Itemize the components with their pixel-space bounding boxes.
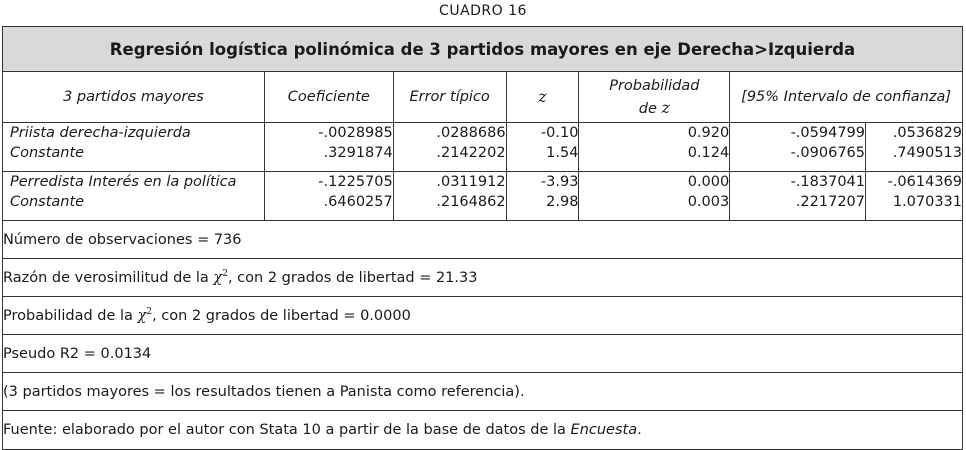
note-pseudo-r2: Pseudo R2 = 0.0134 — [3, 335, 963, 373]
value: -.1837041 — [790, 174, 865, 190]
note-source-prefix: Fuente: elaborado por el autor con Stata 10 a partir de la base de datos de la — [3, 422, 571, 438]
cell-ci-high — [866, 123, 963, 172]
cell-coefficient — [264, 123, 393, 172]
note-probability-row — [3, 297, 963, 335]
value: .7490513 — [892, 145, 962, 161]
row-label: Constante — [10, 194, 85, 210]
header-z-symbol: z — [538, 86, 547, 106]
header-confidence-interval: [95% Intervalo de confianza] — [730, 72, 963, 123]
header-z — [506, 72, 579, 123]
note-reference-row — [3, 373, 963, 411]
value: 0.000 — [687, 174, 730, 190]
value: 1.070331 — [892, 194, 962, 210]
row-labels — [3, 172, 265, 221]
chi-square-symbol — [213, 270, 228, 286]
value: -3.93 — [540, 174, 579, 190]
value: -.0614369 — [887, 174, 962, 190]
table-header-row — [3, 72, 963, 123]
cell-std-error — [393, 172, 506, 221]
cell-ci-high — [866, 172, 963, 221]
header-probability-de: de — [638, 100, 657, 117]
chi-letter: χ — [213, 269, 223, 286]
note-source-row — [3, 411, 963, 450]
value: -0.10 — [540, 125, 579, 141]
value: -.0906765 — [790, 145, 865, 161]
value: 2.98 — [546, 194, 579, 210]
note-source-italic: Encuesta — [570, 422, 638, 438]
value: .3291874 — [323, 145, 393, 161]
value: .2164862 — [436, 194, 506, 210]
cell-coefficient — [264, 172, 393, 221]
cell-std-error — [393, 123, 506, 172]
note-source — [3, 411, 963, 450]
value: .0536829 — [892, 125, 962, 141]
chi-letter: χ — [137, 307, 147, 324]
note-likelihood-ratio — [3, 259, 963, 297]
cell-ci-low — [730, 123, 866, 172]
note-pseudo-row — [3, 335, 963, 373]
header-probability-line2 — [579, 97, 729, 120]
value: -.0594799 — [790, 125, 865, 141]
value: 1.54 — [546, 145, 579, 161]
value: 0.124 — [687, 145, 730, 161]
table-row-priista — [3, 123, 963, 172]
note-lr-suffix: , con 2 grados de libertad = 21.33 — [227, 269, 478, 286]
value: .2142202 — [436, 145, 506, 161]
note-source-suffix: . — [637, 422, 642, 438]
chi-exponent: 2 — [222, 269, 228, 280]
row-labels — [3, 123, 265, 172]
value: .0311912 — [436, 174, 506, 190]
header-group: 3 partidos mayores — [3, 72, 265, 123]
note-chi-probability — [3, 297, 963, 335]
chi-exponent: 2 — [146, 307, 153, 318]
note-observations-row — [3, 221, 963, 259]
regression-table — [2, 26, 963, 450]
value: .6460257 — [323, 194, 393, 210]
cell-probability — [579, 123, 730, 172]
table-row-perredista — [3, 172, 963, 221]
header-probability-line1: Probabilidad — [609, 77, 700, 94]
cell-z — [506, 172, 579, 221]
table-title-row — [3, 27, 963, 72]
table-caption: CUADRO 16 — [439, 3, 527, 19]
header-coefficient: Coeficiente — [264, 72, 393, 123]
value: -.0028985 — [318, 125, 393, 141]
table-title: Regresión logística polinómica de 3 partidos mayores en eje Derecha>Izquierda — [3, 27, 963, 72]
value: -.1225705 — [318, 174, 393, 190]
header-probability — [579, 72, 730, 123]
chi-square-symbol — [138, 308, 153, 324]
row-label: Perredista Interés en la política — [10, 174, 237, 190]
note-reference: (3 partidos mayores = los resultados tienen a Panista como referencia). — [3, 373, 963, 411]
note-observations: Número de observaciones = 736 — [3, 221, 963, 259]
row-label: Constante — [10, 145, 85, 161]
note-lr-prefix: Razón de verosimilitud de la — [3, 269, 214, 286]
value: .2217207 — [795, 194, 865, 210]
cell-probability — [579, 172, 730, 221]
cell-z — [506, 123, 579, 172]
value: 0.003 — [687, 194, 730, 210]
note-likelihood-row — [3, 259, 963, 297]
value: .0288686 — [436, 125, 506, 141]
value: 0.920 — [687, 125, 730, 141]
cell-ci-low — [730, 172, 866, 221]
note-prob-prefix: Probabilidad de la — [3, 307, 138, 324]
header-std-error: Error típico — [393, 72, 506, 123]
note-prob-suffix: , con 2 grados de libertad = 0.0000 — [152, 307, 411, 324]
row-label: Priista derecha-izquierda — [10, 125, 191, 141]
header-probability-z: z — [661, 97, 670, 117]
